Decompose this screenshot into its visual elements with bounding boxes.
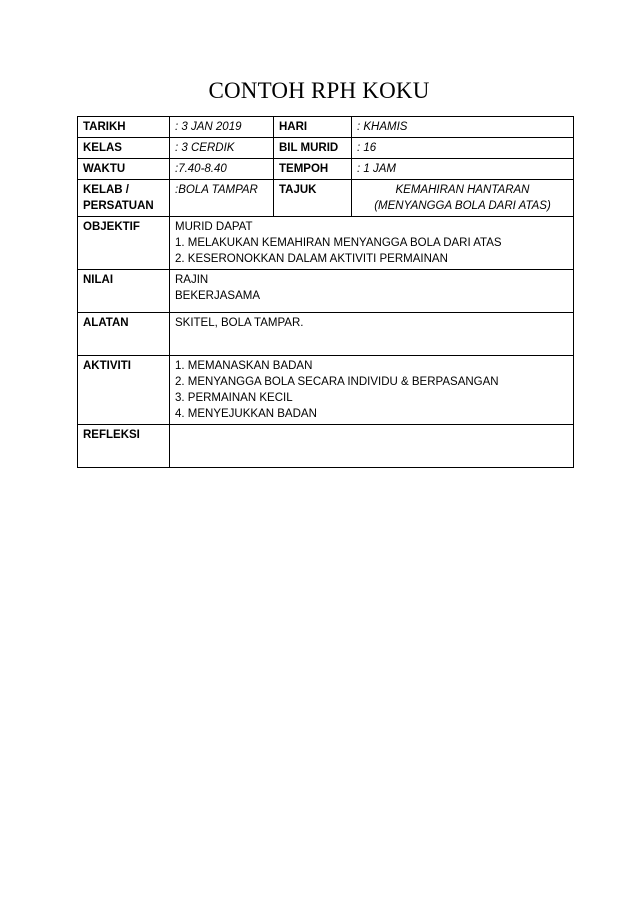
row-nilai — [78, 270, 574, 313]
waktu-label: WAKTU — [78, 159, 170, 180]
row-objektif — [78, 217, 574, 270]
hari-label: HARI — [274, 117, 352, 138]
objektif-line: 2. KESERONOKKAN DALAM AKTIVITI PERMAINAN — [175, 253, 448, 265]
row-alatan — [78, 313, 574, 356]
refleksi-value — [170, 425, 574, 468]
tempoh-label: TEMPOH — [274, 159, 352, 180]
nilai-label: NILAI — [78, 270, 170, 313]
kelab-value: :BOLA TAMPAR — [170, 180, 274, 217]
row-waktu — [78, 159, 574, 180]
tajuk-value — [352, 180, 574, 217]
kelab-label-line1: KELAB / — [83, 184, 129, 196]
kelab-label-line2: PERSATUAN — [83, 200, 154, 212]
kelas-value: : 3 CERDIK — [170, 138, 274, 159]
alatan-value — [170, 313, 574, 356]
bil-murid-value: : 16 — [352, 138, 574, 159]
tempoh-value: : 1 JAM — [352, 159, 574, 180]
aktiviti-line: 2. MENYANGGA BOLA SECARA INDIVIDU & BERPASANGAN — [175, 376, 499, 388]
refleksi-label: REFLEKSI — [78, 425, 170, 468]
bil-murid-label: BIL MURID — [274, 138, 352, 159]
aktiviti-line: 4. MENYEJUKKAN BADAN — [175, 408, 317, 420]
objektif-line: MURID DAPAT — [175, 221, 253, 233]
row-tarikh — [78, 117, 574, 138]
objektif-label: OBJEKTIF — [78, 217, 170, 270]
objektif-value — [170, 217, 574, 270]
nilai-line: RAJIN — [175, 274, 209, 286]
hari-value: : KHAMIS — [352, 117, 574, 138]
tajuk-value-line1: KEMAHIRAN HANTARAN — [395, 184, 530, 196]
aktiviti-line: 1. MEMANASKAN BADAN — [175, 360, 313, 372]
kelas-label: KELAS — [78, 138, 170, 159]
row-kelab — [78, 180, 574, 217]
page-title: CONTOH RPH KOKU — [208, 78, 430, 103]
aktiviti-value — [170, 356, 574, 425]
aktiviti-line: 3. PERMAINAN KECIL — [175, 392, 293, 404]
tarikh-label: TARIKH — [78, 117, 170, 138]
alatan-line: SKITEL, BOLA TAMPAR. — [175, 317, 304, 329]
alatan-label: ALATAN — [78, 313, 170, 356]
row-aktiviti — [78, 356, 574, 425]
tajuk-label: TAJUK — [274, 180, 352, 217]
nilai-value — [170, 270, 574, 313]
aktiviti-label: AKTIVITI — [78, 356, 170, 425]
kelab-label — [78, 180, 170, 217]
objektif-line: 1. MELAKUKAN KEMAHIRAN MENYANGGA BOLA DARI ATAS — [175, 237, 502, 249]
row-kelas — [78, 138, 574, 159]
row-refleksi — [78, 425, 574, 468]
rph-table — [77, 116, 574, 468]
nilai-line: BEKERJASAMA — [175, 290, 260, 302]
tajuk-value-line2: (MENYANGGA BOLA DARI ATAS) — [374, 200, 551, 212]
waktu-value: :7.40-8.40 — [170, 159, 274, 180]
tarikh-value: : 3 JAN 2019 — [170, 117, 274, 138]
